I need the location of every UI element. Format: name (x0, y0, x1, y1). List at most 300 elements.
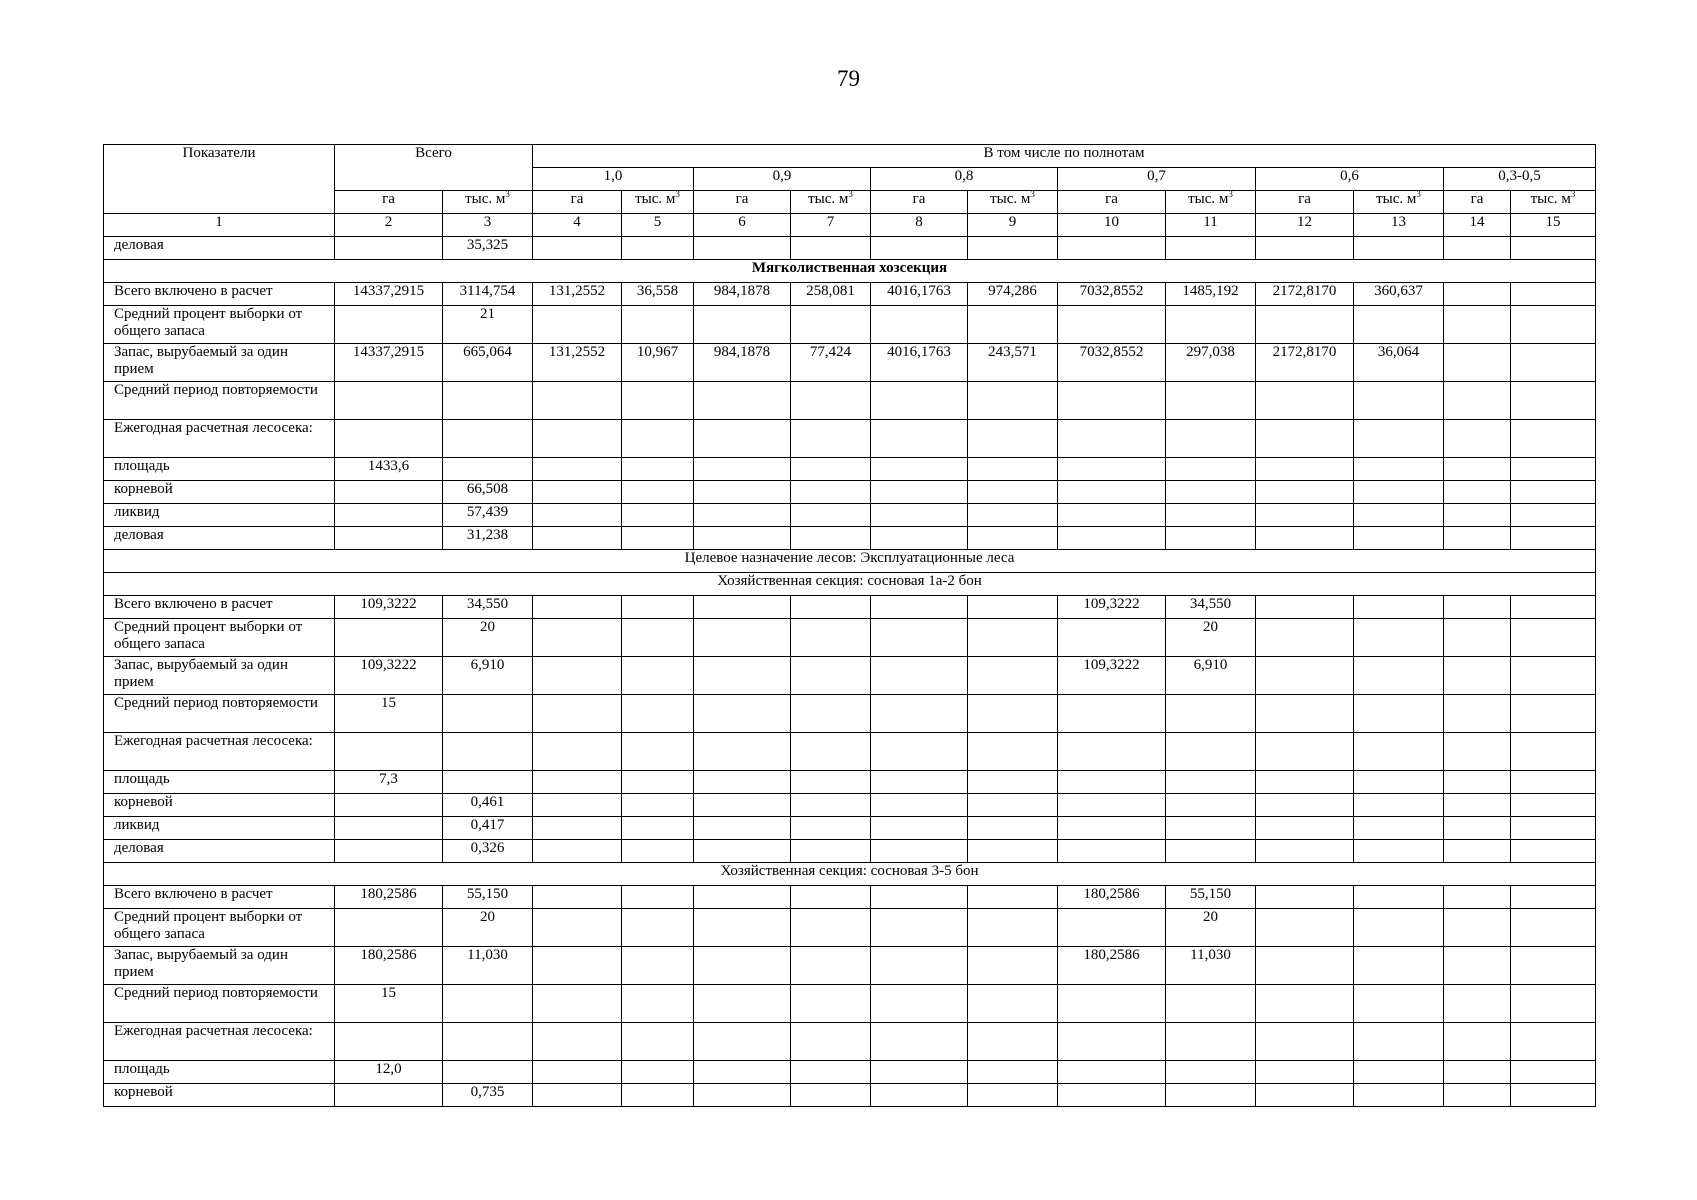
table-cell (694, 985, 791, 1023)
table-cell: 7032,8552 (1058, 283, 1166, 306)
row-label: площадь (104, 771, 335, 794)
table-cell: 0,461 (443, 794, 533, 817)
table-cell (791, 840, 871, 863)
table-cell (968, 1084, 1058, 1107)
row-label: Запас, вырубаемый за один прием (104, 947, 335, 985)
table-cell (1511, 237, 1596, 260)
table-row (104, 504, 1596, 527)
table-cell (694, 527, 791, 550)
table-cell (335, 909, 443, 947)
table-cell (1256, 695, 1354, 733)
table-cell (622, 237, 694, 260)
table-cell (1256, 840, 1354, 863)
table-cell (968, 817, 1058, 840)
table-cell (871, 619, 968, 657)
table-cell (1354, 909, 1444, 947)
table-cell (1511, 619, 1596, 657)
table-cell (1256, 657, 1354, 695)
table-cell (335, 794, 443, 817)
table-cell (968, 794, 1058, 817)
table-cell (622, 657, 694, 695)
table-cell (871, 1061, 968, 1084)
table-cell (1444, 458, 1511, 481)
table-cell (533, 458, 622, 481)
table-row (104, 283, 1596, 306)
table-cell (968, 504, 1058, 527)
table-cell: 6,910 (1166, 657, 1256, 695)
table-cell (1511, 657, 1596, 695)
table-cell (1058, 1084, 1166, 1107)
unit-thousand-m3: тыс. $м^3$ (1511, 191, 1596, 214)
table-cell (622, 947, 694, 985)
table-cell (694, 733, 791, 771)
table-cell: 131,2552 (533, 283, 622, 306)
table-cell (1511, 382, 1596, 420)
table-cell (968, 947, 1058, 985)
table-cell (1511, 420, 1596, 458)
table-cell (1256, 420, 1354, 458)
row-label: Средний период повторяемости (104, 382, 335, 420)
table-cell: 55,150 (443, 886, 533, 909)
table-cell (871, 947, 968, 985)
table-cell (968, 1061, 1058, 1084)
table-cell: 77,424 (791, 344, 871, 382)
table-cell (533, 382, 622, 420)
table-cell (1511, 458, 1596, 481)
table-cell (1354, 817, 1444, 840)
table-cell (871, 1023, 968, 1061)
table-cell (335, 420, 443, 458)
table-cell: 36,064 (1354, 344, 1444, 382)
table-cell (1256, 985, 1354, 1023)
table-cell (1256, 619, 1354, 657)
table-cell (622, 619, 694, 657)
table-cell (791, 947, 871, 985)
table-cell (622, 794, 694, 817)
row-label: Средний процент выборки от общего запаса (104, 619, 335, 657)
table-cell: 31,238 (443, 527, 533, 550)
table-cell: 665,064 (443, 344, 533, 382)
table-cell (533, 1084, 622, 1107)
unit-thousand-m3: тыс. $м^3$ (622, 191, 694, 214)
column-number: 14 (1444, 214, 1511, 237)
table-cell (1444, 596, 1511, 619)
table-cell (791, 306, 871, 344)
table-cell (1058, 619, 1166, 657)
table-cell (1354, 886, 1444, 909)
table-cell: 2172,8170 (1256, 344, 1354, 382)
table-cell (622, 596, 694, 619)
table-cell (791, 909, 871, 947)
section-title: Мягколиственная хозсекция (104, 260, 1596, 283)
table-cell (968, 733, 1058, 771)
table-cell (1058, 306, 1166, 344)
table-cell (791, 382, 871, 420)
table-cell: 20 (1166, 909, 1256, 947)
table-cell (622, 382, 694, 420)
table-row (104, 481, 1596, 504)
table-cell (1166, 771, 1256, 794)
table-cell (622, 306, 694, 344)
table-cell (791, 771, 871, 794)
column-number: 1 (104, 214, 335, 237)
table-cell (1256, 771, 1354, 794)
table-cell (694, 817, 791, 840)
table-cell (1511, 504, 1596, 527)
table-cell (871, 909, 968, 947)
table-cell (533, 985, 622, 1023)
table-row (104, 596, 1596, 619)
table-cell (1256, 481, 1354, 504)
table-cell (1354, 306, 1444, 344)
table-cell (1166, 695, 1256, 733)
table-cell (1354, 733, 1444, 771)
table-cell (533, 527, 622, 550)
table-cell (1511, 527, 1596, 550)
table-cell: 57,439 (443, 504, 533, 527)
table-cell (791, 817, 871, 840)
table-cell (533, 481, 622, 504)
table-cell (1354, 596, 1444, 619)
table-cell: 21 (443, 306, 533, 344)
table-cell (871, 596, 968, 619)
table-row (104, 237, 1596, 260)
table-cell: 14337,2915 (335, 344, 443, 382)
table-cell (1354, 1023, 1444, 1061)
table-cell (443, 695, 533, 733)
table-cell (1058, 733, 1166, 771)
table-cell (694, 794, 791, 817)
unit-thousand-m3: тыс. $м^3$ (1166, 191, 1256, 214)
column-number: 13 (1354, 214, 1444, 237)
page-number: 79 (837, 66, 860, 91)
table-cell (968, 909, 1058, 947)
table-cell (694, 382, 791, 420)
column-number: 7 (791, 214, 871, 237)
table-cell (1444, 886, 1511, 909)
table-cell (694, 840, 791, 863)
table-cell (1511, 817, 1596, 840)
table-cell: 20 (1166, 619, 1256, 657)
table-cell (1166, 306, 1256, 344)
table-cell (622, 695, 694, 733)
header-total: Всего (335, 145, 533, 191)
table-row (104, 733, 1596, 771)
table-cell (968, 420, 1058, 458)
table-cell (335, 504, 443, 527)
table-cell (1058, 481, 1166, 504)
table-cell: 180,2586 (1058, 947, 1166, 985)
table-cell (622, 1084, 694, 1107)
unit-ha: га (335, 191, 443, 214)
table-cell (533, 306, 622, 344)
table-cell: 109,3222 (335, 596, 443, 619)
table-cell (533, 771, 622, 794)
row-label: Всего включено в расчет (104, 283, 335, 306)
table-cell: 15 (335, 695, 443, 733)
table-cell (1166, 817, 1256, 840)
table-cell (791, 420, 871, 458)
unit-ha: га (694, 191, 791, 214)
table-cell (1058, 817, 1166, 840)
row-label: деловая (104, 237, 335, 260)
row-label: корневой (104, 481, 335, 504)
table-cell (871, 733, 968, 771)
table-cell (694, 695, 791, 733)
table-cell (1166, 420, 1256, 458)
row-label: Запас, вырубаемый за один прием (104, 657, 335, 695)
table-cell (335, 481, 443, 504)
row-label: Ежегодная расчетная лесосека: (104, 1023, 335, 1061)
table-cell (443, 1023, 533, 1061)
table-cell (622, 840, 694, 863)
table-cell (533, 237, 622, 260)
table-cell (1354, 382, 1444, 420)
column-number: 11 (1166, 214, 1256, 237)
table-cell: 258,081 (791, 283, 871, 306)
column-number: 12 (1256, 214, 1354, 237)
row-label: площадь (104, 458, 335, 481)
table-cell: 4016,1763 (871, 344, 968, 382)
table-cell (1058, 420, 1166, 458)
section-title: Хозяйственная секция: сосновая 1а-2 бон (104, 573, 1596, 596)
table-cell (335, 619, 443, 657)
table-cell (1511, 886, 1596, 909)
density-header: 0,8 (871, 168, 1058, 191)
table-cell (335, 527, 443, 550)
row-label: корневой (104, 1084, 335, 1107)
table-cell (871, 657, 968, 695)
table-cell (335, 733, 443, 771)
table-cell (622, 771, 694, 794)
table-cell (1511, 596, 1596, 619)
table-cell (1354, 619, 1444, 657)
table-cell: 109,3222 (335, 657, 443, 695)
table-cell (533, 909, 622, 947)
unit-ha: га (533, 191, 622, 214)
table-cell (533, 817, 622, 840)
table-cell (1511, 695, 1596, 733)
table-cell (1256, 1023, 1354, 1061)
table-cell (694, 619, 791, 657)
table-cell (1511, 794, 1596, 817)
table-cell (1058, 985, 1166, 1023)
table-cell (622, 985, 694, 1023)
table-cell (791, 481, 871, 504)
table-row (104, 458, 1596, 481)
section-row (104, 550, 1596, 573)
table-cell (1444, 237, 1511, 260)
table-cell: 14337,2915 (335, 283, 443, 306)
table-cell: 15 (335, 985, 443, 1023)
table-cell (1511, 1023, 1596, 1061)
header-by-density: В том числе по полнотам (533, 145, 1596, 168)
table-cell (1444, 657, 1511, 695)
table-cell: 2172,8170 (1256, 283, 1354, 306)
row-label: ликвид (104, 504, 335, 527)
unit-thousand-m3: тыс. $м^3$ (791, 191, 871, 214)
table-cell (871, 458, 968, 481)
table-cell (443, 733, 533, 771)
table-cell (694, 420, 791, 458)
table-cell (1058, 237, 1166, 260)
table-cell (533, 840, 622, 863)
table-cell (791, 619, 871, 657)
row-label: Средний период повторяемости (104, 985, 335, 1023)
table-cell: 180,2586 (335, 886, 443, 909)
table-cell (533, 504, 622, 527)
table-cell (533, 619, 622, 657)
table-cell: 180,2586 (1058, 886, 1166, 909)
column-number: 2 (335, 214, 443, 237)
table-row (104, 527, 1596, 550)
table-cell: 109,3222 (1058, 657, 1166, 695)
table-cell (791, 1084, 871, 1107)
section-row (104, 863, 1596, 886)
table-cell (1256, 527, 1354, 550)
table-cell (1354, 458, 1444, 481)
table-cell (1511, 1061, 1596, 1084)
table-row (104, 794, 1596, 817)
table-cell: 243,571 (968, 344, 1058, 382)
table-cell (1058, 458, 1166, 481)
column-number: 6 (694, 214, 791, 237)
column-number-row (104, 214, 1596, 237)
table-cell (1256, 596, 1354, 619)
table-cell: 55,150 (1166, 886, 1256, 909)
table-cell (533, 420, 622, 458)
table-cell (622, 420, 694, 458)
unit-ha: га (1058, 191, 1166, 214)
table-cell (1444, 985, 1511, 1023)
table-cell: 974,286 (968, 283, 1058, 306)
column-number: 9 (968, 214, 1058, 237)
header-indicators: Показатели (104, 145, 335, 214)
table-cell (1511, 306, 1596, 344)
row-label: деловая (104, 840, 335, 863)
table-cell (968, 695, 1058, 733)
table-cell (791, 596, 871, 619)
table-cell (694, 771, 791, 794)
table-cell (1444, 420, 1511, 458)
row-label: площадь (104, 1061, 335, 1084)
table-cell (968, 840, 1058, 863)
table-cell (622, 458, 694, 481)
table-row (104, 947, 1596, 985)
table-cell (1256, 1084, 1354, 1107)
table-row (104, 1061, 1596, 1084)
table-cell (1058, 771, 1166, 794)
table-cell (968, 382, 1058, 420)
table-cell (1444, 527, 1511, 550)
table-cell (1444, 481, 1511, 504)
row-label: Всего включено в расчет (104, 596, 335, 619)
row-label: Всего включено в расчет (104, 886, 335, 909)
table-cell (1511, 909, 1596, 947)
table-cell: 7032,8552 (1058, 344, 1166, 382)
table-cell (791, 733, 871, 771)
table-cell (1166, 1061, 1256, 1084)
table-cell (968, 619, 1058, 657)
table-cell (1166, 481, 1256, 504)
row-label: Средний процент выборки от общего запаса (104, 909, 335, 947)
table-cell: 11,030 (443, 947, 533, 985)
table-cell (968, 657, 1058, 695)
table-cell (622, 817, 694, 840)
table-cell (1444, 1023, 1511, 1061)
table-cell: 180,2586 (335, 947, 443, 985)
table-cell (622, 1061, 694, 1084)
table-cell: 0,417 (443, 817, 533, 840)
table-cell (1256, 947, 1354, 985)
table-cell (791, 985, 871, 1023)
table-cell (1166, 733, 1256, 771)
table-cell (694, 596, 791, 619)
table-cell (1444, 909, 1511, 947)
table-cell (1166, 794, 1256, 817)
table-cell (1444, 840, 1511, 863)
table-cell (1354, 481, 1444, 504)
table-cell (1058, 840, 1166, 863)
table-row (104, 886, 1596, 909)
table-cell (694, 481, 791, 504)
table-cell (1444, 817, 1511, 840)
table-row (104, 771, 1596, 794)
row-label: Средний процент выборки от общего запаса (104, 306, 335, 344)
table-cell (871, 985, 968, 1023)
table-cell (694, 458, 791, 481)
table-row (104, 420, 1596, 458)
table-cell: 297,038 (1166, 344, 1256, 382)
table-row (104, 382, 1596, 420)
row-label: Ежегодная расчетная лесосека: (104, 733, 335, 771)
column-number: 8 (871, 214, 968, 237)
table-cell (968, 596, 1058, 619)
table-cell: 131,2552 (533, 344, 622, 382)
table-cell (335, 840, 443, 863)
density-header: 0,6 (1256, 168, 1444, 191)
table-cell (791, 458, 871, 481)
table-cell (871, 695, 968, 733)
row-label: Запас, вырубаемый за один прием (104, 344, 335, 382)
table-cell (1256, 817, 1354, 840)
table-cell (1166, 527, 1256, 550)
unit-thousand-m3: тыс. $м^3$ (443, 191, 533, 214)
table-cell (694, 504, 791, 527)
table-cell (871, 794, 968, 817)
table-cell (622, 481, 694, 504)
table-cell: 984,1878 (694, 283, 791, 306)
table-cell (1256, 733, 1354, 771)
table-cell (1354, 695, 1444, 733)
table-row (104, 619, 1596, 657)
table-cell: 4016,1763 (871, 283, 968, 306)
table-row (104, 657, 1596, 695)
table-cell (1256, 909, 1354, 947)
table-cell (968, 527, 1058, 550)
table-cell (1256, 794, 1354, 817)
table-cell (968, 985, 1058, 1023)
table-cell (791, 237, 871, 260)
table-cell (1058, 695, 1166, 733)
table-cell (871, 527, 968, 550)
table-cell (622, 886, 694, 909)
table-cell (1256, 306, 1354, 344)
table-cell (443, 458, 533, 481)
table-row (104, 306, 1596, 344)
table-cell (335, 817, 443, 840)
table-cell (871, 382, 968, 420)
